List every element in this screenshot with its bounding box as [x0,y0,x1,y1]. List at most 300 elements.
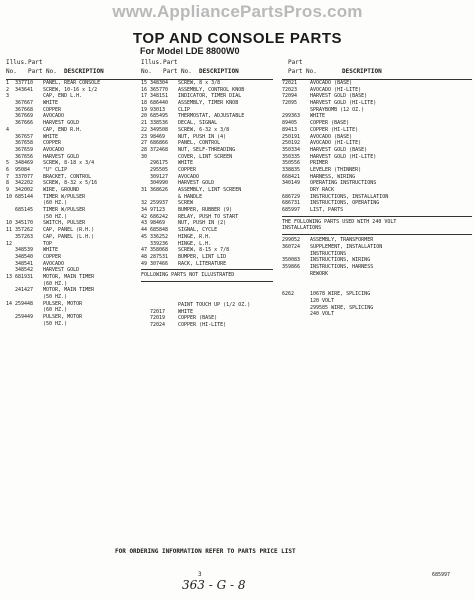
part-no: 336252 [150,233,169,240]
description: HARVEST GOLD (BASE) [310,93,368,100]
illus-no: 3 [6,93,10,100]
description: SUPPLEMENT, INSTALLATION [310,243,383,250]
illus-no: 5 [6,160,10,167]
part-no: 6262 [282,291,295,298]
table-row [141,113,273,120]
description: BUMPER, RUBBER (9) [178,207,233,214]
part-no: 95084 [15,166,31,173]
part-no: 350334 [282,146,301,153]
illus-no: 44 [141,227,148,234]
model-subtitle: For Model LDE 8800W0 [140,46,240,56]
illus-no: 15 [141,80,148,86]
part-no: 348541 [15,260,34,267]
description: PULSER, MOTOR [43,314,83,321]
table-row [141,322,273,329]
part-no: 668421 [282,173,301,180]
illus-no: 13 [6,273,13,280]
table-row [282,113,472,120]
table-row [6,93,145,100]
part-no: 372468 [150,146,169,153]
description: AVOCADO [43,146,65,153]
part-no: 259448 [15,300,34,307]
part-no: 295505 [150,166,169,173]
table-row [141,194,273,201]
part-no: 368626 [150,187,169,193]
description: CAP, END L.H. [43,93,83,100]
table-row [6,287,145,294]
part-no [150,154,178,161]
description: WHITE [43,133,59,140]
illus-no: 10 [6,220,13,227]
header-description: DESCRIPTION [64,68,104,75]
part-no: 357263 [15,233,34,240]
illus-no: 27 [141,140,148,147]
part-no: 359866 [282,263,301,270]
table-row [141,80,273,87]
description: 120 VOLT [310,297,335,304]
description: AVOCADO (HI-LITE) [310,140,362,147]
illus-no [6,207,15,214]
part-no: 345170 [15,220,34,227]
description: INSTRUCTIONS, HARNESS [310,263,374,270]
illus-no: 22 [141,126,148,133]
illus-no: 17 [141,93,148,100]
table-row [6,120,145,127]
description: HARVEST GOLD (HI-LITE) [310,153,377,160]
description: SCREW, 8-32 x 5/16 [43,180,98,187]
illus-no: 7 [6,173,10,180]
table-row [6,207,145,214]
part-no: 350556 [282,160,301,167]
description: ASSEMBLY, TIMER KNOB [178,100,239,107]
illus-no [6,147,15,154]
part-no: 72017 [150,308,166,315]
description: HARVEST GOLD [178,180,215,187]
table-row [141,261,273,268]
table-row [6,241,145,248]
column-header [6,57,145,80]
illus-no: 20 [141,113,148,120]
part-no: 337710 [15,80,34,86]
description: COPPER (BASE) [310,120,350,127]
table-row [141,234,273,241]
table-row [141,187,273,194]
header-part: Part [28,59,43,66]
illus-no [141,160,150,167]
part-no: 348539 [15,247,34,254]
part-no: 339236 [150,240,169,247]
part-no: 287531 [150,253,169,260]
part-no: 89405 [282,120,298,127]
description: SCREW [178,200,194,207]
part-no: 89413 [282,126,298,133]
part-no: 72023 [282,86,298,93]
description: COVER, LINT SCREEN [178,153,233,160]
illus-no: 28 [141,146,148,153]
part-no: 72024 [150,322,166,329]
description: WHITE [310,113,326,120]
part-no: 348542 [15,267,34,274]
table-row [6,247,145,254]
header-no: No. [6,68,17,75]
table-row [282,271,472,278]
part-no: 304990 [150,180,169,187]
description: NUT, PUSH IN (2) [178,220,227,227]
description: LEVELER (THINNER) [310,166,362,173]
table-row [6,140,145,147]
table-row [6,307,145,314]
part-no: 72094 [282,93,298,100]
table-row [6,194,145,201]
description: (60 HZ.) [43,307,68,314]
table-row [6,234,145,241]
part-no: 685144 [15,193,34,200]
illus-no [141,180,150,187]
description: INSTRUCTIONS, INSTALLATION [310,193,389,200]
table-row [282,80,472,87]
page-number: 3 [198,571,202,578]
illus-no: 9 [6,187,10,193]
table-row [282,311,472,318]
parts-column-1 [6,57,145,327]
header-part-no: Part No. [28,68,57,75]
description: COPPER (HI-LITE) [310,126,359,133]
part-no: 348304 [150,80,169,86]
description: (50 HZ.) [43,213,68,220]
part-no: 299052 [282,237,301,244]
part-no: 343641 [15,86,34,93]
table-row [6,321,145,328]
table-row [6,167,145,174]
description: COPPER [43,253,62,260]
table-row [6,107,145,114]
table-row [6,127,145,134]
illus-no: 2 [6,86,10,93]
description: DECAL, SIGNAL [178,120,218,127]
part-no: 685848 [150,227,169,234]
description: PRIMER [310,160,329,167]
description: WHITE [178,160,194,167]
part-no: 307466 [150,260,169,267]
table-row [6,200,145,207]
part-no: 685495 [150,113,169,120]
description: REWORK [310,270,329,277]
description: SCREW, 8-18 x 3/4 [43,160,95,167]
table-row [141,247,273,254]
description: TOP [43,240,53,247]
description: CAP, PANEL (L.H.) [43,233,95,240]
illus-no [6,307,15,314]
column-header [282,57,472,80]
header-description: DESCRIPTION [342,68,382,75]
description: SCREW, 6-32 x 3/8 [178,126,230,133]
not-illustrated-note: FOLLOWING PARTS NOT ILLUSTRATED [141,272,235,279]
part-no: 250191 [282,133,301,140]
table-row [141,254,273,261]
description: CLIP [178,106,191,113]
divider [141,269,273,270]
description: PULSER, MOTOR [43,300,83,307]
part-no: 93013 [150,106,166,113]
table-row [6,227,145,234]
description: INDICATOR, TIMER DIAL [178,93,242,100]
header-no: No. [141,68,152,75]
part-no: 337077 [15,173,34,180]
part-no: 686866 [150,140,169,147]
header-description: DESCRIPTION [199,68,239,75]
divider [282,234,472,235]
description: PANEL, REAR CONSOLE [43,80,101,86]
table-row [282,167,472,174]
table-row [6,220,145,227]
part-no: 342002 [15,187,34,193]
illus-no [141,174,150,181]
table-row [282,207,472,214]
part-no: 686731 [282,200,301,207]
illus-no: 49 [141,260,148,267]
illus-no: 10 [6,193,13,200]
description: PANEL, CONTROL [178,140,221,147]
illus-no: 30 [141,153,148,160]
table-row [282,200,472,207]
description: RACK, LITERATURE [178,260,227,267]
table-row [6,134,145,141]
table-row [141,227,273,234]
table-row [6,180,145,187]
table-row [282,147,472,154]
part-no: 686440 [150,100,169,107]
table-row [141,207,273,214]
description: HARVEST GOLD [43,267,80,274]
description: TIMER W/PULSER [43,193,86,200]
part-no: 348151 [150,93,169,100]
illus-no: 48 [141,253,148,260]
illus-no: 47 [141,247,148,254]
illus-no: 4 [6,126,10,133]
part-no [15,214,43,221]
illus-no [6,261,15,268]
part-no: 342202 [15,180,34,187]
table-row [141,167,273,174]
description: INSTRUCTIONS, OPERATING [310,200,380,207]
part-no: 338536 [150,120,169,127]
splicing-list [282,291,472,318]
description: & HANDLE [178,193,203,200]
part-no: 686729 [282,193,301,200]
table-row [282,180,472,187]
part-no: 299363 [282,113,301,120]
part-no: 296175 [150,160,169,167]
illus-no [6,254,15,261]
illus-no [6,234,15,241]
table-row [282,127,472,134]
part-no: 367659 [15,146,34,153]
table-row [282,100,472,107]
description: NUT, SELF-THREADING [178,146,236,153]
volt-240-note: THE FOLLOWING PARTS USED WITH 240 VOLT INSTALLATIONS [282,218,397,232]
description: ASSEMBLY, CONTROL KNOB [178,86,245,93]
table-row [141,120,273,127]
part-no [15,241,43,248]
description: HARNESS, WIRING [310,173,356,180]
description: ASSEMBLY, LINT SCREEN [178,187,242,193]
illus-no [6,294,15,301]
table-row [282,187,472,194]
divider [141,281,273,282]
table-row [141,140,273,147]
part-no: 358068 [150,247,169,254]
paint-title: PAINT TOUCH UP (1/2 OZ.) [178,301,251,308]
description: AVOCADO (BASE) [310,133,353,140]
illus-no: 34 [141,207,148,214]
description: LIST, PARTS [310,207,344,214]
part-no: 348540 [15,253,34,260]
part-no: 357262 [15,227,34,234]
description: AVOCADO [178,173,200,180]
illus-no [6,247,15,254]
description: 10678 WIRE, SPLICING [310,291,371,298]
table-row [6,100,145,107]
description: MOTOR, MAIN TIMER [43,273,95,280]
description: NUT, PUSH IN (4) [178,133,227,140]
description: OPERATING INSTRUCTIONS [310,180,377,187]
part-no [15,127,43,134]
illus-no: 8 [6,180,10,187]
part-no: 350335 [282,153,301,160]
description: AVOCADO (BASE) [310,80,353,86]
description: RELAY, PUSH TO START [178,213,239,220]
table-row [141,154,273,161]
illus-no: 21 [141,120,148,127]
illus-no [6,100,15,107]
table-row [141,160,273,167]
table-row [282,134,472,141]
parts-list [6,80,145,327]
table-row [282,264,472,271]
part-no: 367657 [15,133,34,140]
table-row [282,107,472,114]
illus-no [6,107,15,114]
table-row [141,127,273,134]
table-row [282,174,472,181]
table-row [282,244,472,251]
table-row [141,241,273,248]
description: INSTRUCTIONS, WIRING [310,257,371,264]
table-row [6,274,145,281]
table-row [141,214,273,221]
table-row [6,254,145,261]
watermark: www.AppliancePartsPros.com [112,2,363,21]
description: THERMOSTAT, ADJUSTABLE [178,113,245,120]
description: BRACKET, CONTROL [43,173,92,180]
table-row [6,174,145,181]
table-row [141,87,273,94]
table-row [282,194,472,201]
description: "U" CLIP [43,166,68,173]
illus-no: 42 [141,213,148,220]
table-row [141,315,273,322]
part-no [282,298,310,305]
part-no: 309127 [150,173,169,180]
description: 299585 WIRE, SPLICING [310,304,374,311]
table-row [6,160,145,167]
illus-no [6,214,15,221]
parts-list [282,80,472,214]
description: AVOCADO [43,260,65,267]
description: COPPER [178,166,197,173]
description: AVOCADO (HI-LITE) [310,86,362,93]
illus-no [6,200,15,207]
description: CAP, PANEL (R.H.) [43,227,95,234]
illus-no: 16 [141,86,148,93]
table-row [282,154,472,161]
illus-no [141,167,150,174]
illus-no [141,241,150,248]
description: DRY RACK [310,187,335,193]
part-no [150,194,178,201]
illus-no: 12 [6,240,13,247]
part-no: 367656 [15,153,34,160]
illus-no: 1 [6,80,10,86]
table-row [6,261,145,268]
illus-no [6,287,15,294]
illus-no: 14 [6,300,13,307]
part-no: 259449 [15,314,34,321]
parts-column-3 [282,57,472,318]
part-no: 259937 [150,200,169,207]
part-no: 367658 [15,140,34,147]
illus-no: 18 [141,100,148,107]
part-no: 681931 [15,273,34,280]
table-row [282,160,472,167]
description: 240 VOLT [310,311,335,318]
divider [282,216,472,217]
table-row [6,301,145,308]
illus-no: 31 [141,187,148,193]
part-no: 367667 [15,100,34,107]
header-illus: Illus. [6,59,28,66]
description: (50 HZ.) [43,320,68,327]
ordering-footer: FOR ORDERING INFORMATION REFER TO PARTS PRICE LIST [115,548,296,555]
parts-list-240v [282,237,472,277]
part-no: 365770 [150,86,169,93]
part-no [15,93,43,100]
description: TIMER W/PULSER [43,207,86,214]
part-no: 348469 [15,160,34,167]
part-no [15,321,43,328]
description: HARVEST GOLD [43,153,80,160]
description: (60 HZ.) [43,200,68,207]
description: HARVEST GOLD (BASE) [310,146,368,153]
part-no [282,311,310,318]
part-no: 72095 [282,100,298,107]
header-part: Part [288,59,303,66]
table-row [141,107,273,114]
part-no [15,294,43,301]
table-row [6,187,145,194]
table-row [282,298,472,305]
table-row [282,291,472,298]
paint-list [141,309,273,329]
table-row [282,237,472,244]
illus-no: 6 [6,166,10,173]
description: COPPER (HI-LITE) [178,322,227,329]
description: SWITCH, PULSER [43,220,86,227]
description: CAP, END R.H. [43,126,83,133]
part-no: 360724 [282,243,301,250]
illus-no [6,154,15,161]
table-row [282,251,472,258]
